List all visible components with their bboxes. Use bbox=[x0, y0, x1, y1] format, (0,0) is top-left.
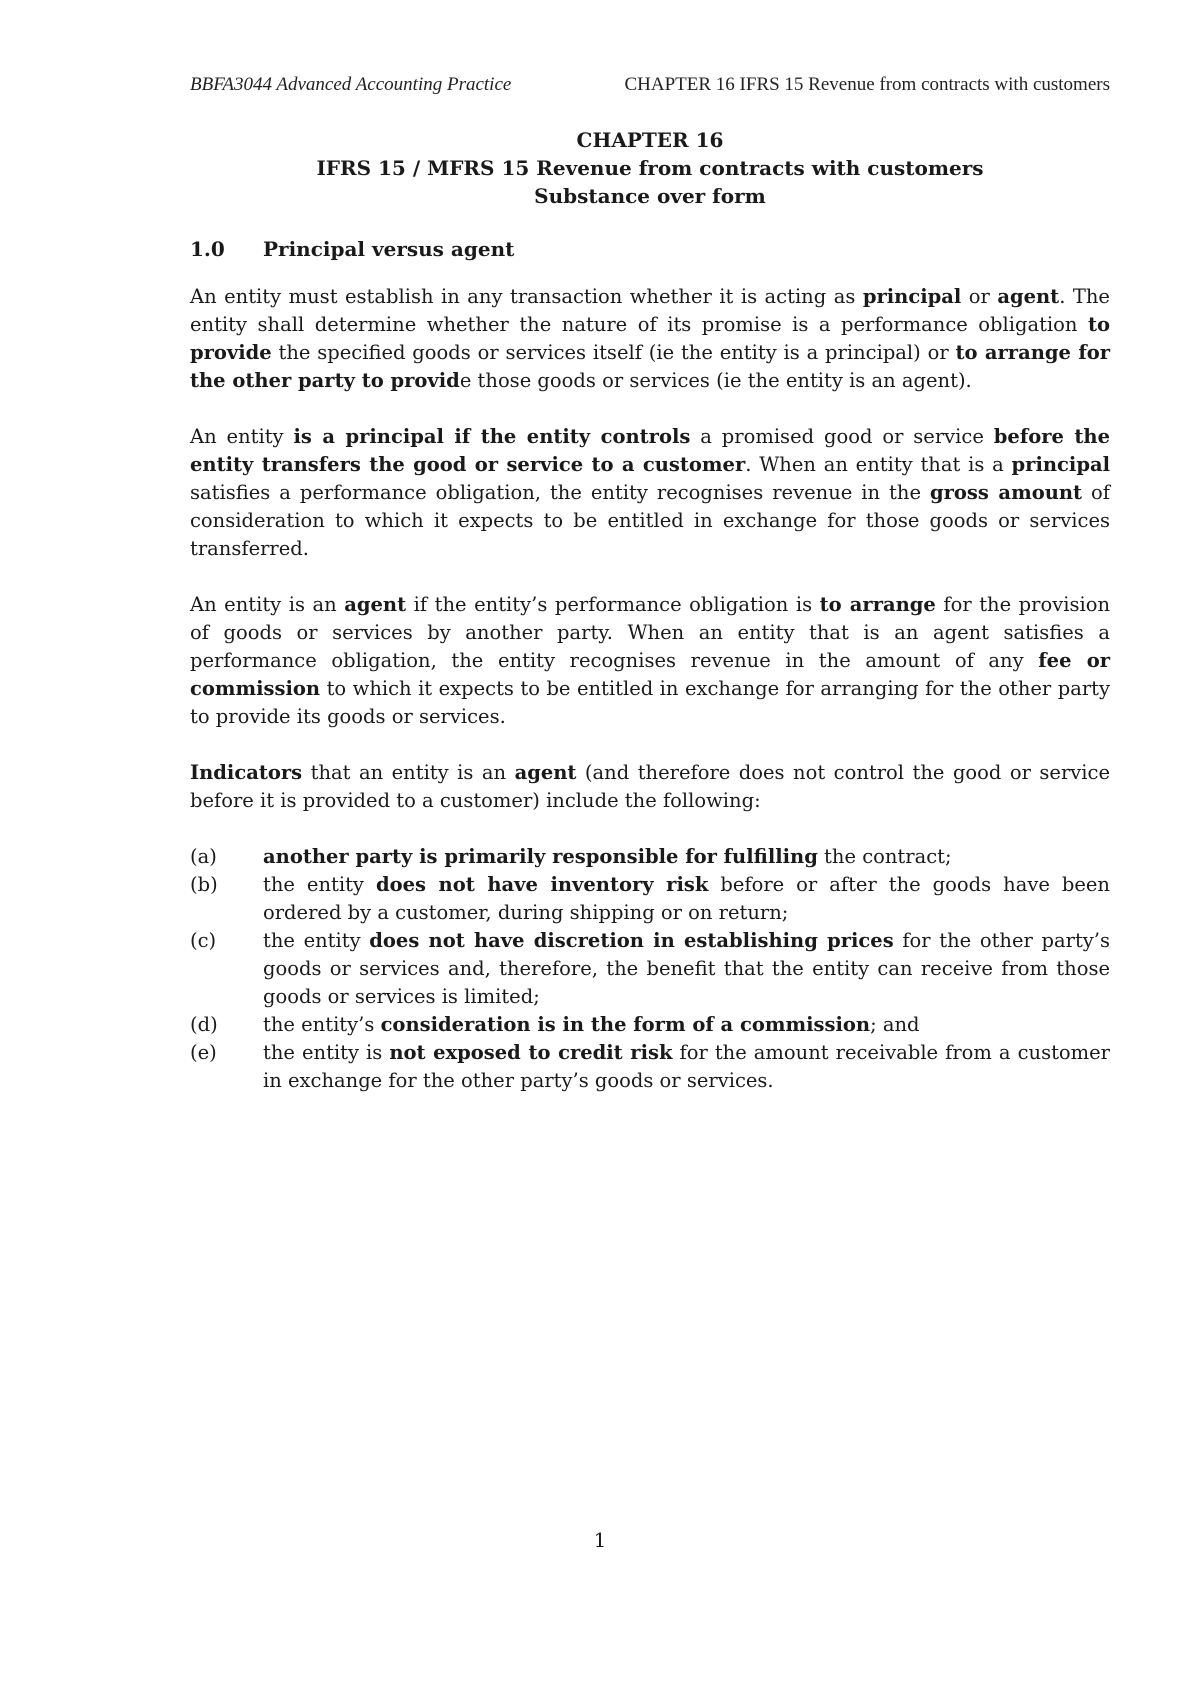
list-marker: (a) bbox=[190, 845, 217, 868]
section-heading bbox=[190, 237, 514, 261]
text-run: the specified goods or services itself (ie the entity is a principal) or bbox=[271, 341, 956, 364]
bold-text-run: is a principal if the entity controls bbox=[293, 425, 691, 448]
text-run: that an entity is an bbox=[302, 761, 515, 784]
list-marker: (b) bbox=[190, 873, 218, 896]
text-run: the entity’s bbox=[263, 1013, 381, 1036]
list-item bbox=[190, 871, 1110, 927]
list-marker: (d) bbox=[190, 1013, 218, 1036]
page-number: 1 bbox=[593, 1528, 607, 1552]
section-title: Principal versus agent bbox=[263, 237, 515, 261]
bold-text-run: does not have discretion in establishing prices bbox=[369, 929, 894, 952]
chapter-title-block bbox=[190, 126, 1110, 210]
text-run: (and therefore does not control the good or service before it is provided to a customer) include the following: bbox=[190, 761, 1111, 812]
bold-text-run: to arrange bbox=[819, 593, 936, 616]
text-run: An entity must establish in any transaction whether it is acting as bbox=[190, 285, 863, 308]
paragraph-indicators-intro bbox=[190, 759, 1110, 815]
bold-text-run: Indicators bbox=[190, 761, 303, 784]
text-run: if the entity’s performance obligation is bbox=[406, 593, 820, 616]
paragraph-principal-or-agent bbox=[190, 283, 1110, 395]
text-run: for the other party’s goods or services and, therefore, the benefit that the entity can receive from those goods or services is limited; bbox=[263, 929, 1110, 1008]
bold-text-run: principal bbox=[1011, 453, 1110, 476]
list-item bbox=[190, 927, 1110, 1011]
text-run: ; and bbox=[870, 1013, 920, 1036]
text-run: the entity bbox=[263, 929, 370, 952]
text-run: satisfies a performance obligation, the entity recognises revenue in the bbox=[190, 481, 930, 504]
list-item-text bbox=[263, 873, 1110, 924]
text-run: An entity is an bbox=[190, 593, 345, 616]
bold-text-run: principal bbox=[862, 285, 962, 308]
list-item bbox=[190, 843, 1110, 871]
text-run: or bbox=[961, 285, 998, 308]
list-item bbox=[190, 1011, 1110, 1039]
bold-text-run: agent bbox=[514, 761, 577, 784]
list-marker: (c) bbox=[190, 929, 217, 952]
text-run: a promised good or service bbox=[690, 425, 994, 448]
bold-text-run: agent bbox=[997, 285, 1060, 308]
body-text bbox=[190, 283, 1110, 1095]
text-run: the entity bbox=[263, 873, 376, 896]
chapter-title: IFRS 15 / MFRS 15 Revenue from contracts with customers bbox=[316, 156, 984, 180]
bold-text-run: agent bbox=[344, 593, 407, 616]
bold-text-run: fee or commission bbox=[190, 649, 1110, 700]
text-run: to which it expects to be entitled in exchange for arranging for the other party to provide its goods or services. bbox=[190, 677, 1110, 728]
text-run: before or after the goods have been ordered by a customer, during shipping or on return; bbox=[263, 873, 1110, 924]
bold-text-run: another party is primarily responsible for fulfilling bbox=[263, 845, 818, 868]
bold-text-run: to arrange for the other party to provid bbox=[190, 341, 1111, 392]
list-item-text bbox=[263, 929, 1110, 1008]
chapter-subtitle: Substance over form bbox=[534, 184, 766, 208]
list-marker: (e) bbox=[190, 1041, 217, 1064]
bold-text-run: before the entity transfers the good or service to a customer bbox=[190, 425, 1110, 476]
bold-text-run: consideration is in the form of a commission bbox=[380, 1013, 871, 1036]
paragraph-principal bbox=[190, 423, 1110, 563]
text-run: the contract; bbox=[817, 845, 952, 868]
header-course: BBFA3044 Advanced Accounting Practice bbox=[190, 74, 512, 95]
text-run: . The entity shall determine whether the nature of its promise is a performance obligation bbox=[190, 285, 1110, 336]
list-item-text bbox=[263, 1041, 1110, 1092]
text-run: the entity is bbox=[263, 1041, 390, 1064]
section-number: 1.0 bbox=[190, 237, 225, 261]
text-run: e those goods or services (ie the entity is an agent). bbox=[459, 369, 972, 392]
list-item-text bbox=[263, 845, 952, 868]
text-run: An entity bbox=[190, 425, 294, 448]
text-run: for the amount receivable from a customer in exchange for the other party’s goods or services. bbox=[263, 1041, 1111, 1092]
bold-text-run: to provide bbox=[190, 313, 1110, 364]
text-run: . When an entity that is a bbox=[745, 453, 1012, 476]
indicator-list bbox=[190, 843, 1110, 1095]
chapter-number: CHAPTER 16 bbox=[576, 128, 724, 152]
bold-text-run: does not have inventory risk bbox=[375, 873, 709, 896]
bold-text-run: not exposed to credit risk bbox=[389, 1041, 673, 1064]
text-run: of consideration to which it expects to be entitled in exchange for those goods or services transferred. bbox=[190, 481, 1111, 560]
bold-text-run: gross amount bbox=[929, 481, 1083, 504]
header-chapter-ref: CHAPTER 16 IFRS 15 Revenue from contracts with customers bbox=[624, 74, 1110, 95]
paragraph-agent bbox=[190, 591, 1110, 731]
text-run: for the provision of goods or services by another party. When an entity that is an agent satisfies a performance obligation, the entity recognises revenue in the amount of any bbox=[190, 593, 1111, 672]
list-item bbox=[190, 1039, 1110, 1095]
list-item-text bbox=[263, 1013, 920, 1036]
